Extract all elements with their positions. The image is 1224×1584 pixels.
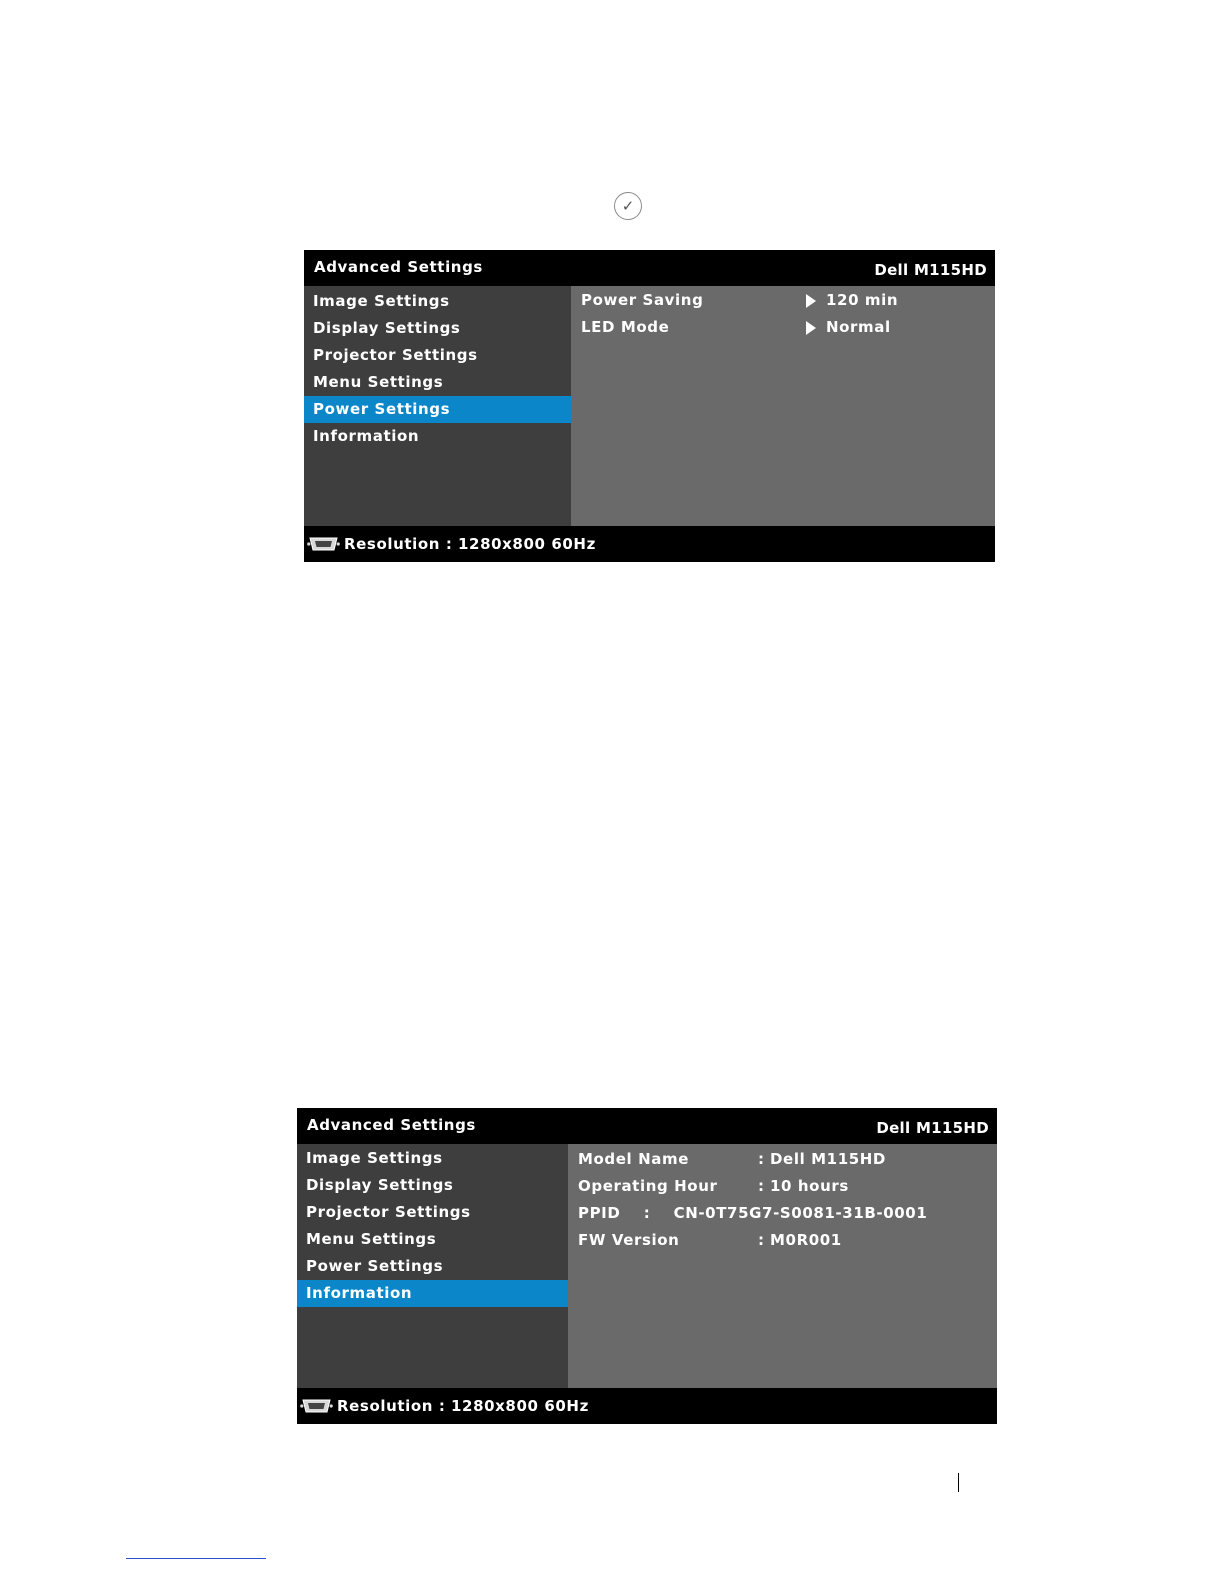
menu-item-menu-settings[interactable]: Menu Settings (313, 373, 444, 391)
menu-item-image-settings[interactable]: Image Settings (306, 1149, 443, 1167)
menu-item-display-settings[interactable]: Display Settings (313, 319, 461, 337)
info-label: Operating Hour (578, 1177, 718, 1195)
osd-model-name: Dell M115HD (876, 1119, 989, 1137)
menu-item-information[interactable]: Information (313, 427, 420, 445)
menu-item-power-settings[interactable]: Power Settings (306, 1257, 444, 1275)
info-separator: : (758, 1177, 765, 1195)
resolution-label: Resolution : (337, 1397, 446, 1415)
option-value: 120 min (826, 291, 899, 309)
info-separator: : (758, 1150, 765, 1168)
osd-header (297, 1108, 997, 1144)
info-value: Dell M115HD (770, 1150, 886, 1168)
info-label: Model Name (578, 1150, 689, 1168)
checkmark-note-icon: ✓ (614, 192, 642, 220)
page-number-divider (958, 1473, 959, 1492)
osd-title: Advanced Settings (314, 258, 483, 276)
info-value: M0R001 (770, 1231, 842, 1249)
osd-header (304, 250, 995, 286)
osd-content-panel (571, 286, 995, 526)
osd-power-settings (304, 250, 995, 562)
menu-item-image-settings[interactable]: Image Settings (313, 292, 450, 310)
osd-menu (297, 1144, 568, 1388)
option-value: Normal (826, 318, 891, 336)
osd-title: Advanced Settings (307, 1116, 476, 1134)
vga-connector-icon (300, 1399, 333, 1413)
arrow-right-icon (806, 294, 816, 308)
arrow-right-icon (806, 321, 816, 335)
menu-item-projector-settings[interactable]: Projector Settings (313, 346, 478, 364)
menu-item-information[interactable]: Information (297, 1280, 568, 1307)
info-label: PPID : CN-0T75G7-S0081-31B-0001 (578, 1204, 928, 1222)
vga-connector-icon (307, 537, 340, 551)
osd-footer (304, 526, 995, 562)
menu-item-projector-settings[interactable]: Projector Settings (306, 1203, 471, 1221)
info-value: 10 hours (770, 1177, 849, 1195)
menu-item-power-settings[interactable]: Power Settings (304, 396, 571, 423)
option-power-saving[interactable] (581, 291, 991, 311)
footnote-rule (126, 1558, 266, 1559)
option-label: LED Mode (581, 318, 670, 336)
info-separator: : (758, 1231, 765, 1249)
osd-model-name: Dell M115HD (874, 261, 987, 279)
resolution-label: Resolution : (344, 535, 453, 553)
option-label: Power Saving (581, 291, 704, 309)
osd-menu (304, 286, 571, 526)
info-label: FW Version (578, 1231, 680, 1249)
resolution-value: 1280x800 60Hz (451, 1397, 589, 1415)
menu-item-display-settings[interactable]: Display Settings (306, 1176, 454, 1194)
resolution-value: 1280x800 60Hz (458, 535, 596, 553)
osd-information (297, 1108, 997, 1424)
option-led-mode[interactable] (581, 318, 991, 338)
menu-item-menu-settings[interactable]: Menu Settings (306, 1230, 437, 1248)
osd-footer (297, 1388, 997, 1424)
osd-content-panel (568, 1144, 997, 1388)
